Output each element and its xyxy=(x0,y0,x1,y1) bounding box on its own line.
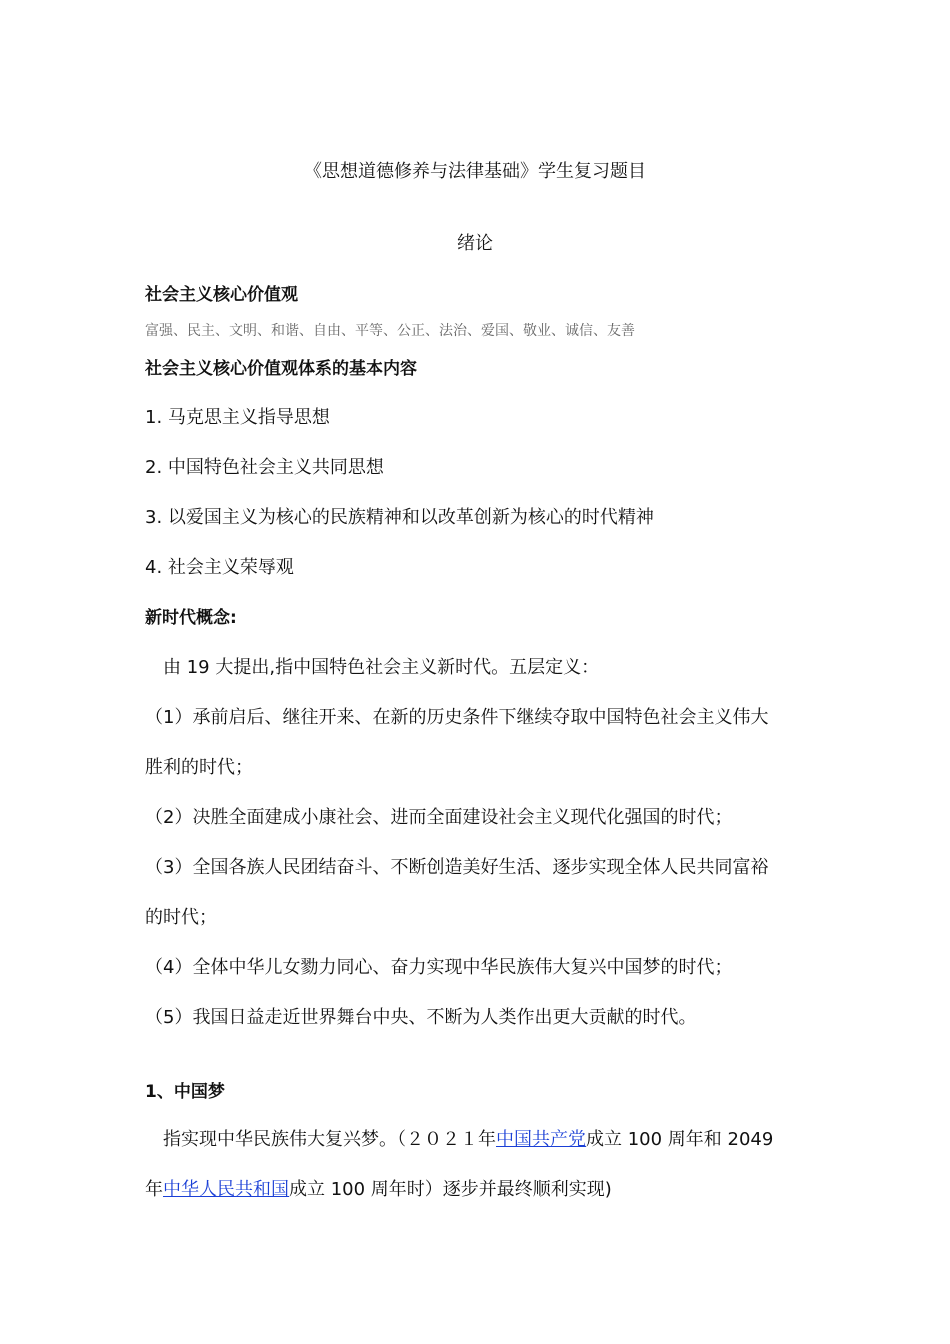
definition-line: （2）决胜全面建成小康社会、进而全面建设社会主义现代化强国的时代； xyxy=(145,807,733,828)
section-heading: 新时代概念: xyxy=(145,608,237,628)
paragraph: 由 19 大提出,指中国特色社会主义新时代。五层定义： xyxy=(163,657,600,678)
core-values-text: 富强、民主、文明、和谐、自由、平等、公正、法治、爱国、敬业、诚信、友善 xyxy=(145,323,635,339)
document-title: 《思想道德修养与法律基础》学生复习题目 xyxy=(304,161,646,182)
definition-line: 的时代； xyxy=(145,907,217,928)
list-item: 4. 社会主义荣辱观 xyxy=(145,557,294,578)
section-heading: 1、中国梦 xyxy=(145,1082,225,1102)
prc-link[interactable]: 中华人民共和国 xyxy=(163,1179,289,1200)
definition-line: （4）全体中华儿女勠力同心、奋力实现中华民族伟大复兴中国梦的时代； xyxy=(145,957,733,978)
paragraph-text: 成立 100 周年和 2049 xyxy=(586,1129,774,1150)
section-heading: 社会主义核心价值观 xyxy=(145,285,298,305)
paragraph-text: 年 xyxy=(145,1179,163,1200)
definition-line: （1）承前启后、继往开来、在新的历史条件下继续夺取中国特色社会主义伟大 xyxy=(145,707,769,728)
cpc-link[interactable]: 中国共产党 xyxy=(496,1129,586,1150)
list-item: 2. 中国特色社会主义共同思想 xyxy=(145,457,384,478)
paragraph xyxy=(163,1128,773,1152)
list-item: 3. 以爱国主义为核心的民族精神和以改革创新为核心的时代精神 xyxy=(145,507,654,528)
definition-line: （5）我国日益走近世界舞台中央、不断为人类作出更大贡献的时代。 xyxy=(145,1007,697,1028)
definition-line: 胜利的时代； xyxy=(145,757,253,778)
list-item: 1. 马克思主义指导思想 xyxy=(145,407,330,428)
paragraph xyxy=(145,1178,612,1202)
paragraph-text: 指实现中华民族伟大复兴梦。（２０２１年 xyxy=(163,1129,496,1150)
definition-line: （3）全国各族人民团结奋斗、不断创造美好生活、逐步实现全体人民共同富裕 xyxy=(145,857,769,878)
paragraph-text: 成立 100 周年时）逐步并最终顺利实现) xyxy=(289,1179,612,1200)
chapter-heading: 绪论 xyxy=(457,233,493,254)
section-heading: 社会主义核心价值观体系的基本内容 xyxy=(145,359,417,379)
